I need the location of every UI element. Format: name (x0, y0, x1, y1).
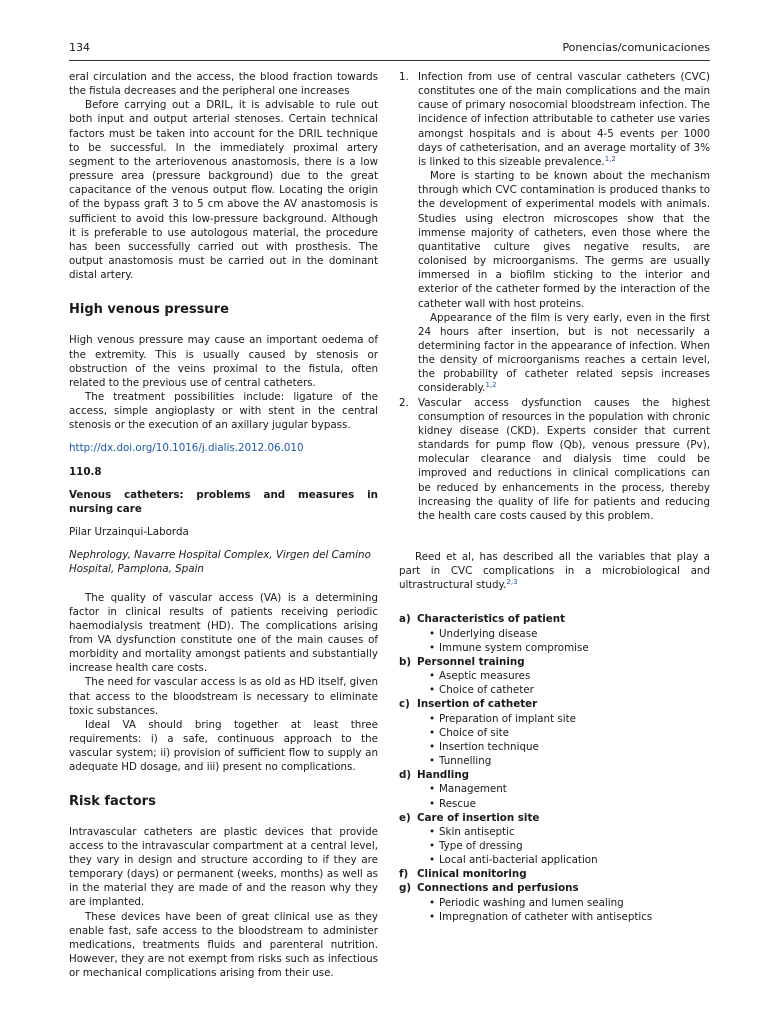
list-item-text: More is starting to be known about the mechanism through which CVC contamination is produced thanks to the development of experimental models with animals. Studies using electron microscopes show that the immense majority of catheters, even those where the quantitative culture gives negative results, are colonised by microorganisms. The germs are usually immersed in a biofilm sticking to the interior and exterior of the catheter formed by the interaction of the catheter wall with host proteins. (418, 170, 710, 310)
bullet-list (399, 782, 710, 810)
list-item-text: Appearance of the film is very early, even in the first 24 hours after insertion, but is not necessarily a determining factor in the appearance of infection. When the density of microorganisms reaches a certain level, the probability of catheter related sepsis increases considerably.$^{1,2}$ (418, 311, 710, 395)
category-label: d) (399, 769, 412, 782)
category-title: Characteristics of patient (417, 613, 566, 626)
section-heading-risk-factors: Risk factors (69, 793, 156, 809)
bullet-item: • Immune system compromise (429, 641, 710, 655)
bullet-item: • Type of dressing (429, 839, 710, 853)
bullet-item: • Choice of site (429, 726, 710, 740)
category-title: Personnel training (417, 655, 525, 668)
bullet-list (399, 896, 710, 924)
category-label: b) (399, 655, 412, 668)
bullet-list (399, 669, 710, 697)
paragraph: Reed et al, has described all the variables that play a part in CVC complications in a microbiological and ultrastructural study.$^{2,3}$ (399, 551, 710, 592)
bullet-item: • Local anti-bacterial application (429, 853, 710, 867)
bullet-item: • Choice of catheter (429, 683, 710, 697)
category-title: Handling (417, 769, 470, 782)
category-label: f) (399, 868, 409, 881)
paragraph: High venous pressure may cause an important oedema of the extremity. This is usually caused by stenosis or obstruction of the veins proximal to the fistula, often related to the previous use of central catheters. (69, 334, 378, 389)
category-label: a) (399, 613, 411, 626)
category-heading (399, 768, 710, 782)
paragraph: The need for vascular access is as old as HD itself, given that access to the bloodstream is necessary to eliminate toxic substances. (69, 676, 378, 717)
paragraph: Ideal VA should bring together at least three requirements: i) a safe, continuous approach to the vascular system; ii) provision of sufficient flow to supply an adequate HD dosage, and iii) present no complications. (69, 718, 378, 774)
category-heading (399, 697, 710, 711)
category-title: Care of insertion site (417, 811, 540, 824)
running-head: Ponencias/comunicaciones (562, 41, 710, 54)
list-number: 2. (399, 396, 409, 409)
citation-ref[interactable]: 2,3 (506, 578, 518, 587)
bullet-item: • Insertion technique (429, 740, 710, 754)
category-heading (399, 655, 710, 669)
bullet-item: • Skin antiseptic (429, 825, 710, 839)
paragraph: The quality of vascular access (VA) is a determining factor in clinical results of patients receiving periodic haemodialysis treatment (HD). The complications arising from VA dysfunction constitute one of the main causes of morbidity and mortality amongst patients and substantially increase health care costs. (69, 591, 378, 675)
category-label: c) (399, 698, 410, 711)
paragraph: Intravascular catheters are plastic devices that provide access to the intravascular compartment at a central level, they vary in design and structure according to if they are temporary (days) or permanent (weeks, months) as well as in the material they are made of and the reason why they are implanted. (69, 825, 378, 909)
list-item-text: Infection from use of central vascular catheters (CVC) constitutes one of the main complications and the main cause of primary nosocomial bloodstream infection. The incidence of infection attributable to catheter use varies amongst hospitals and is about 4-5 events per 1000 days of catheterisation, and an average mortality of 3% is linked to this sizeable prevalence.$^{1,2}$ (418, 71, 710, 168)
right-column (399, 70, 710, 924)
abstract-title: Venous catheters: problems and measures in nursing care (69, 488, 378, 515)
paragraph: eral circulation and the access, the blood fraction towards the fistula decreases and the peripheral one increases (69, 71, 378, 98)
bullet-item: • Aseptic measures (429, 669, 710, 683)
category-heading (399, 881, 710, 895)
numbered-list (399, 70, 710, 523)
paragraph: Before carrying out a DRIL, it is advisable to rule out both input and output arterial stenoses. Certain technical factors must be taken into account for the DRIL technique to be successful. In the immediately proximal artery segment to the arteriovenous anastomosis, there is a low pressure area (pressure background) due to the great capacitance of the venous output flow. Locating the origin of the bypass graft 3 to 5 cm above the AV anastomosis is sufficient to avoid this low-pressure background. Although it is preferable to use autologous material, the procedure has been successfully carried out with prosthesis. The output anastomosis must be carried out in the dominant distal artery. (69, 99, 378, 282)
left-column (69, 70, 378, 980)
category-title: Insertion of catheter (417, 698, 538, 711)
affiliation: Nephrology, Navarre Hospital Complex, Virgen del Camino Hospital, Pamplona, Spain (69, 549, 371, 576)
bullet-item: • Impregnation of catheter with antiseptics (429, 910, 710, 924)
list-number: 1. (399, 71, 409, 83)
author: Pilar Urzainqui-Laborda (69, 526, 189, 539)
doi-link[interactable]: http://dx.doi.org/10.1016/j.dialis.2012.06.010 (69, 442, 304, 455)
bullet-item: • Tunnelling (429, 754, 710, 768)
category-heading (399, 867, 710, 881)
bullet-item: • Underlying disease (429, 627, 710, 641)
section-heading-high-venous-pressure: High venous pressure (69, 302, 229, 318)
category-heading (399, 612, 710, 626)
category-label: e) (399, 811, 411, 824)
bullet-item: • Rescue (429, 797, 710, 811)
bullet-item: • Periodic washing and lumen sealing (429, 896, 710, 910)
bullet-item: • Preparation of implant site (429, 712, 710, 726)
paragraph: The treatment possibilities include: ligature of the access, simple angioplasty or with stent in the central stenosis or the execution of an axillary jugular bypass. (69, 390, 378, 432)
page-number: 134 (69, 41, 90, 54)
category-title: Connections and perfusions (417, 882, 579, 895)
list-item (399, 396, 710, 523)
paragraph: These devices have been of great clinical use as they enable fast, safe access to the bloodstream to administer medications, treatments fluids and parenteral nutrition. However, they are not exempt from risks such as infectious or mechanical complications arising from their use. (69, 910, 378, 980)
list-item-text: Vascular access dysfunction causes the highest consumption of resources in the population with chronic kidney disease (CKD). Experts consider that current standards for pump flow (Qb), venous pressure (Pv), molecular clearance and dialysis time could be improved and reductions in clinical complications can be reduced by enhancements in the process, thereby increasing the quality of life for patients and reducing the health care costs caused by this problem. (418, 396, 710, 522)
bullet-item: • Management (429, 782, 710, 796)
citation-ref[interactable]: 1,2 (485, 381, 497, 390)
category-label: g) (399, 882, 412, 895)
header-rule (69, 60, 710, 61)
category-heading (399, 811, 710, 825)
list-item (399, 70, 710, 396)
risk-categories-list (399, 612, 710, 923)
category-title: Clinical monitoring (417, 868, 527, 881)
abstract-number: 110.8 (69, 465, 102, 478)
bullet-list (399, 712, 710, 769)
citation-ref[interactable]: 1,2 (604, 154, 616, 163)
bullet-list (399, 627, 710, 655)
bullet-list (399, 825, 710, 867)
